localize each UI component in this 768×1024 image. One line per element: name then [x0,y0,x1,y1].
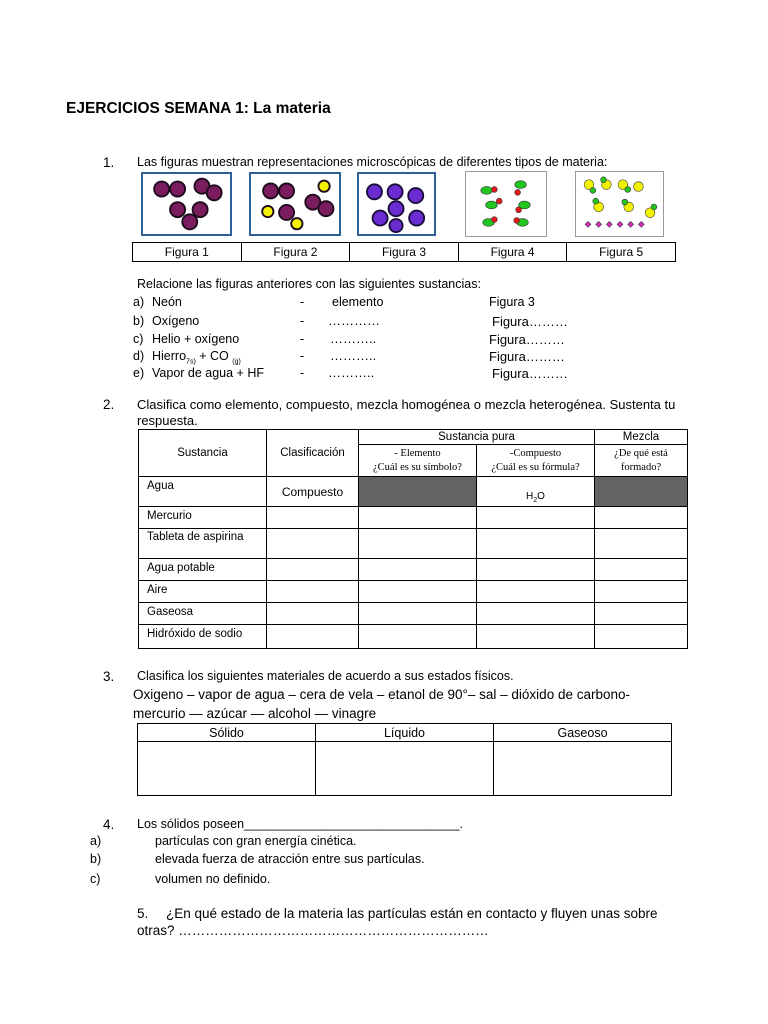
q1-item-a-figure: Figura 3 [489,295,535,309]
q1-item-b-dash: - [300,314,305,328]
figure-3-particles [359,174,434,234]
q1-item-d-name [152,349,241,366]
figure-4-image [465,171,547,237]
formula-sub: 2 [533,497,538,504]
header-sustancia-pura: Sustancia pura [359,430,595,445]
q1-item-e-blank: ……….. [328,365,375,380]
figure-label-3: Figura 3 [350,243,459,262]
row-name-agua-potable: Agua potable [139,559,267,581]
header-compuesto-line2: ¿Cuál es su fórmula? [491,461,580,473]
q1-item-e-letter: e) [133,366,145,380]
q1-item-d-letter: d) [133,349,145,363]
q1-item-d-dash: - [300,349,305,363]
header-liquido: Líquido [316,724,494,742]
q1-item-c-dash: - [300,332,305,346]
q1-item-a-name: Neón [152,295,182,309]
q1-item-d-name-part2: + CO [195,349,233,363]
figure-label-5: Figura 5 [567,243,676,262]
q4-option-c[interactable]: volumen no definido. [155,872,271,886]
row-name-aire: Aire [139,581,267,603]
answer-cell[interactable] [595,529,688,559]
answer-cell[interactable] [267,603,359,625]
answer-cell-liquido[interactable] [316,742,494,796]
answer-cell[interactable] [267,581,359,603]
figure-2-image [249,172,341,236]
answer-cell[interactable] [595,603,688,625]
header-gaseoso: Gaseoso [494,724,672,742]
header-compuesto-line1: -Compuesto [509,447,562,459]
figure-2-particles [251,174,339,234]
row-name-gaseosa: Gaseosa [139,603,267,625]
answer-cell[interactable] [267,507,359,529]
q5-text-line1: ¿En qué estado de la materia las partículas están en contacto y fluyen unas sobre [166,906,658,921]
table-row [139,559,688,581]
q1-item-d-name-part1: Hierro [152,349,187,363]
q3-text: Clasifica los siguientes materiales de acuerdo a sus estados físicos. [137,669,514,683]
row-name-hidroxido: Hidróxido de sodio [139,625,267,649]
q1-item-a-blank: elemento [332,295,384,309]
q2-number: 2. [103,397,115,412]
gray-cell [359,477,477,507]
table-row [139,603,688,625]
q1-item-b-figure: Figura……… [492,314,568,329]
header-elemento-line1: - Elemento [394,447,441,459]
q1-item-a-dash: - [300,295,305,309]
figure-1-particles [143,174,230,234]
gray-cell [595,477,688,507]
q3-materials-line2: mercurio — azúcar — alcohol — vinagre [133,706,377,721]
q1-item-d-blank: ……….. [330,348,377,363]
q1-item-d-figure: Figura……… [489,349,565,364]
q1-item-e-dash: - [300,366,305,380]
q4-option-c-letter: c) [90,872,101,886]
header-solido: Sólido [138,724,316,742]
q1-text: Las figuras muestran representaciones microscópicas de diferentes tipos de materia: [137,155,608,169]
answer-cell[interactable] [267,529,359,559]
q1-item-b-letter: b) [133,314,145,328]
q1-item-d-sub2: (g) [232,358,241,366]
q5-number: 5. [137,906,149,921]
q1-relate-text: Relacione las figuras anteriores con las siguientes sustancias: [137,277,481,291]
q1-item-c-letter: c) [133,332,144,346]
q4-number: 4. [103,817,115,832]
page-title: EJERCICIOS SEMANA 1: La materia [66,100,331,117]
answer-cell[interactable] [477,581,595,603]
q4-option-b[interactable]: elevada fuerza de atracción entre sus partículas. [155,852,425,866]
header-sustancia: Sustancia [139,430,267,477]
answer-cell[interactable] [477,625,595,649]
q1-item-c-figure: Figura……… [489,332,565,347]
answer-cell[interactable] [267,559,359,581]
row-agua-formula [477,477,595,507]
header-compuesto [477,445,595,477]
table-row [139,477,688,507]
q1-item-a-letter: a) [133,295,145,309]
q2-text-line2: respuesta. [137,413,198,428]
q1-item-b-blank: ………… [328,313,380,328]
answer-cell[interactable] [477,559,595,581]
formula-o: O [537,491,545,502]
figure-1-image [141,172,232,236]
answer-cell[interactable] [595,625,688,649]
row-name-aspirina: Tableta de aspirina [139,529,267,559]
answer-cell[interactable] [477,529,595,559]
q1-item-e-figure: Figura……… [492,366,568,381]
header-mezcla-line2: formado? [620,461,662,473]
answer-cell[interactable] [359,529,477,559]
figure-5-particles [576,172,663,236]
table-row [139,581,688,603]
row-agua-clasificacion: Compuesto [267,477,359,507]
table-row [139,625,688,649]
answer-cell[interactable] [359,603,477,625]
q1-number: 1. [103,155,115,170]
answer-cell[interactable] [359,625,477,649]
q4-option-a-letter: a) [90,834,102,848]
q2-text-line1: Clasifica como elemento, compuesto, mezcla homogénea o mezcla heterogénea. Sustenta tu [137,397,676,412]
answer-cell-solido[interactable] [138,742,316,796]
answer-cell[interactable] [595,559,688,581]
answer-cell[interactable] [477,603,595,625]
table-row [139,507,688,529]
row-name-mercurio: Mercurio [139,507,267,529]
figure-3-image [357,172,436,236]
table-row [139,529,688,559]
header-clasificacion: Clasificación [267,430,359,477]
answer-cell[interactable] [595,581,688,603]
q1-item-b-name: Oxígeno [152,314,200,328]
figure-5-image [575,171,664,237]
q1-item-d-sub1: 7s) [186,358,196,366]
header-mezcla: Mezcla [595,430,688,445]
q4-option-a[interactable]: partículas con gran energía cinética. [155,834,357,848]
q5-text-line2: otras? …………………………………………………………… [137,923,489,938]
answer-cell[interactable] [595,507,688,529]
q1-item-e-name: Vapor de agua + HF [152,366,264,380]
figure-label-1: Figura 1 [133,243,242,262]
classification-table [138,429,688,649]
header-elemento-line2: ¿Cuál es su símbolo? [373,461,462,473]
states-table [137,723,672,796]
figure-4-particles [466,172,546,236]
q1-item-c-blank: ……….. [330,331,377,346]
q1-item-c-name: Helio + oxígeno [152,332,240,346]
answer-cell[interactable] [477,507,595,529]
header-elemento [359,445,477,477]
answer-cell[interactable] [359,559,477,581]
answer-cell[interactable] [359,507,477,529]
figure-label-4: Figura 4 [458,243,567,262]
q3-materials-line1: Oxigeno – vapor de agua – cera de vela – etanol de 90°– sal – dióxido de carbono- [133,687,630,702]
figure-label-2: Figura 2 [241,243,350,262]
figure-labels-table [132,242,676,262]
q3-number: 3. [103,669,115,684]
header-mezcla-line1: ¿De qué está [614,447,668,459]
q4-option-b-letter: b) [90,852,102,866]
formula-h: H [526,491,534,502]
q4-text: Los sólidos poseen_______________________________. [137,817,464,831]
answer-cell[interactable] [359,581,477,603]
answer-cell[interactable] [267,625,359,649]
header-mezcla-detail [595,445,688,477]
answer-cell-gaseoso[interactable] [494,742,672,796]
row-name-agua: Agua [139,477,267,507]
